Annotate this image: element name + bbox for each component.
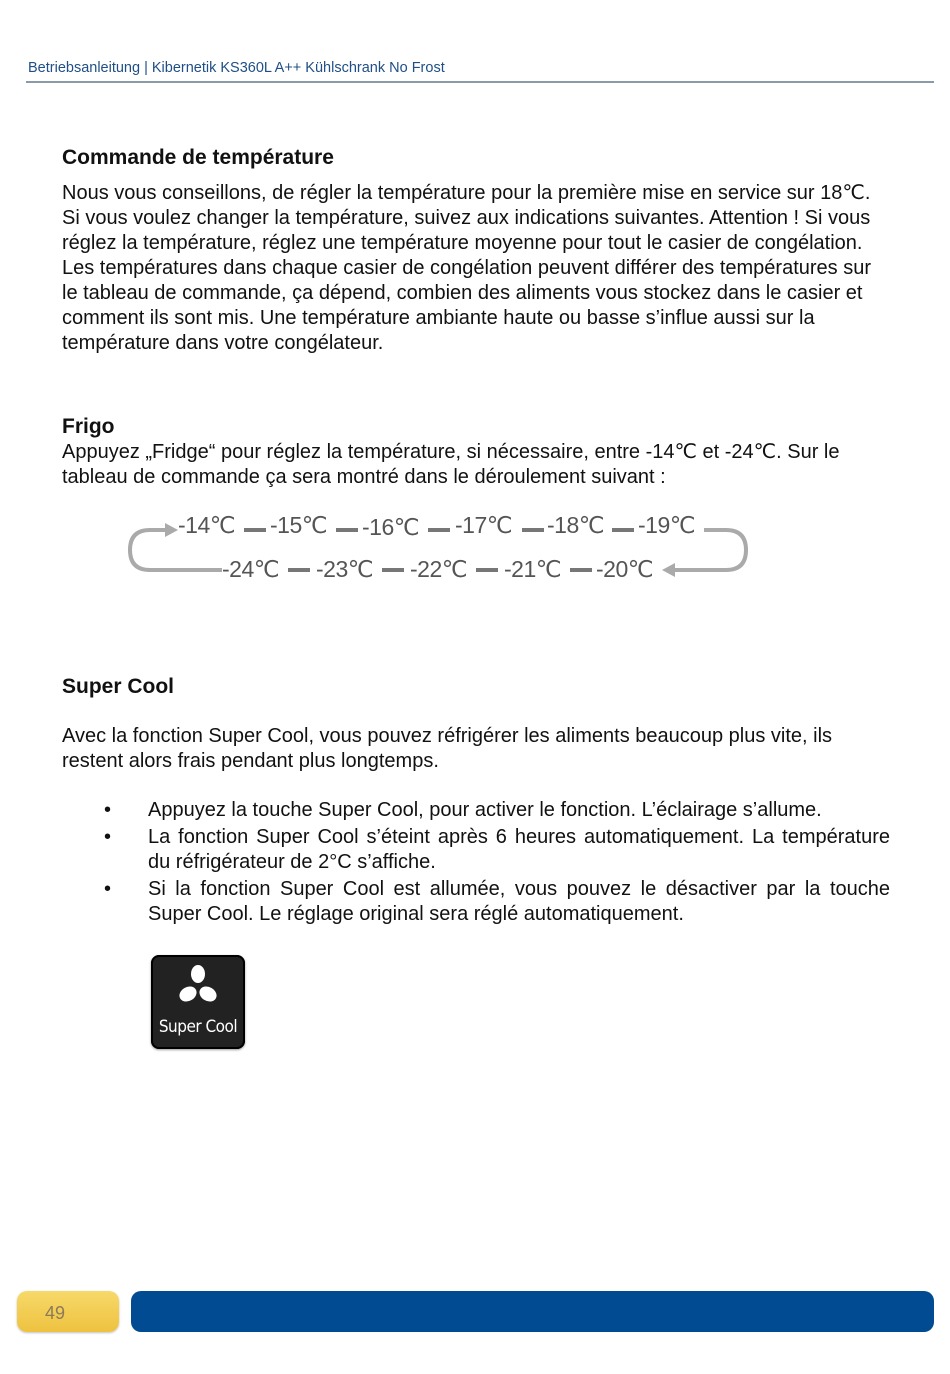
temperature-cycle-diagram [62,510,890,600]
temp-label: -22℃ [410,556,468,582]
temperature-paragraph: Nous vous conseillons, de régler la température pour la première mise en service sur 18℃. Si vous voulez changer la température, suivez aux indications suivantes. Attention ! Si vous réglez la température, réglez une température moyenne pour tout le casier de congélation. Les températures dans chaque casier de congélation peuvent différer des températures sur le tableau de commande, ça dépend, combien des aliments vous stockez dans le casier et comment ils sont mis. Une température ambiante haute ou basse s’influe aussi sur la température dans votre congélateur. [62,182,872,354]
arrow-head-left [165,523,178,537]
header-divider [26,81,934,83]
footer-bar [131,1291,934,1332]
section-title-frigo: Frigo [62,415,115,438]
frigo-paragraph: Appuyez „Fridge“ pour réglez la température, si nécessaire, entre -14℃ et -24℃. Sur le tableau de commande ça sera montré dans le déroulement suivant : [62,441,840,488]
list-item: • Appuyez la touche Super Cool, pour activer le fonction. L’éclairage s’allume. [62,798,890,823]
section-title-super-cool: Super Cool [62,675,175,698]
list-item: • Si la fonction Super Cool est allumée, vous pouvez le désactiver par la touche Super Cool. Le réglage original sera réglé automatiquement. [62,877,890,927]
page-number: 49 [44,1303,66,1323]
arrow-head-right [662,563,675,577]
fan-icon [178,965,218,1005]
temp-label: -20℃ [596,556,654,582]
list-item: • La fonction Super Cool s’éteint après 6 heures automatiquement. La température du réfrigérateur de 2°C s’affiche. [62,825,890,875]
temp-label: -19℃ [638,512,696,538]
document-header: Betriebsanleitung | Kibernetik KS360L A++ Kühlschrank No Frost [28,60,445,76]
temp-label: -18℃ [547,512,605,538]
temp-label: -15℃ [270,512,328,538]
temp-label: -24℃ [222,556,280,582]
super-cool-intro: Avec la fonction Super Cool, vous pouvez réfrigérer les aliments beaucoup plus vite, ils restent alors frais pendant plus longtemps. [62,725,833,772]
super-cool-button-label: Super Cool [158,1017,238,1037]
temp-label: -23℃ [316,556,374,582]
super-cool-list [62,798,890,927]
temp-label: -14℃ [178,512,236,538]
temp-label: -17℃ [455,512,513,538]
temp-label: -21℃ [504,556,562,582]
page-content [62,145,890,929]
temp-label: -16℃ [362,514,420,540]
section-title-temperature: Commande de température [62,146,334,169]
super-cool-button-image [151,955,245,1049]
